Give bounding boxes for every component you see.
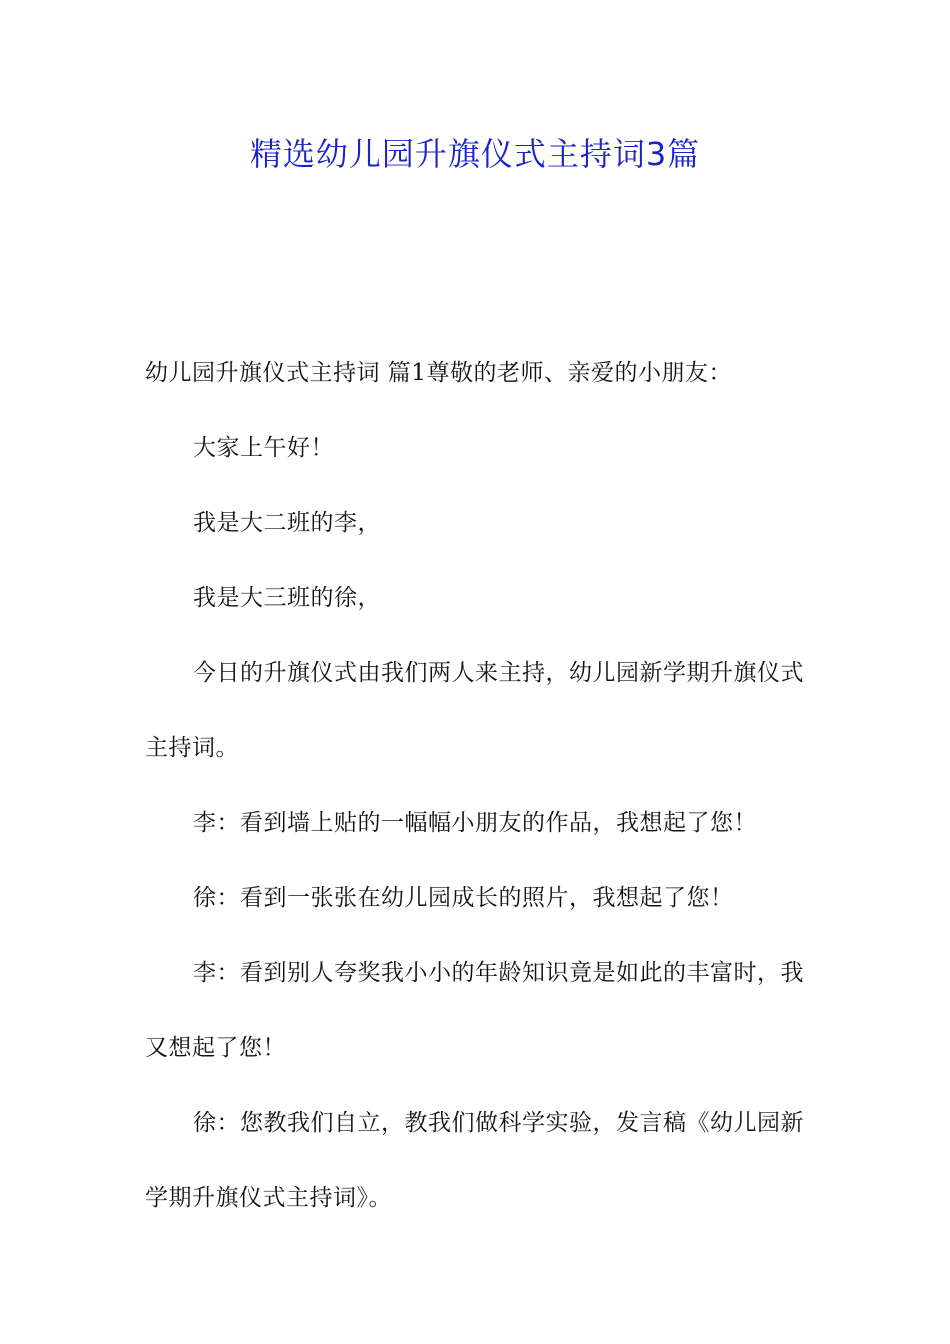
paragraph-host-li: 我是大二班的李， [193,510,381,536]
paragraph-greeting: 大家上午好！ [193,435,334,461]
document-title: 精选幼儿园升旗仪式主持词3篇 [249,135,701,173]
paragraph-xu-teach: 徐：您教我们自立，教我们做科学实验，发言稿《幼儿园新学期升旗仪式主持词》。 [145,1110,804,1211]
document-body [145,336,809,1236]
paragraph-host-xu: 我是大三班的徐， [193,585,381,611]
paragraph-li-works: 李：看到墙上贴的一幅幅小朋友的作品，我想起了您！ [193,810,757,836]
paragraph-li-praise: 李：看到别人夸奖我小小的年龄知识竟是如此的丰富时，我又想起了您！ [145,960,804,1061]
paragraph-xu-photos: 徐：看到一张张在幼儿园成长的照片，我想起了您！ [193,885,734,911]
paragraph-intro: 幼儿园升旗仪式主持词 篇1尊敬的老师、亲爱的小朋友： [145,360,732,386]
paragraph-ceremony: 今日的升旗仪式由我们两人来主持，幼儿园新学期升旗仪式主持词。 [145,660,804,761]
